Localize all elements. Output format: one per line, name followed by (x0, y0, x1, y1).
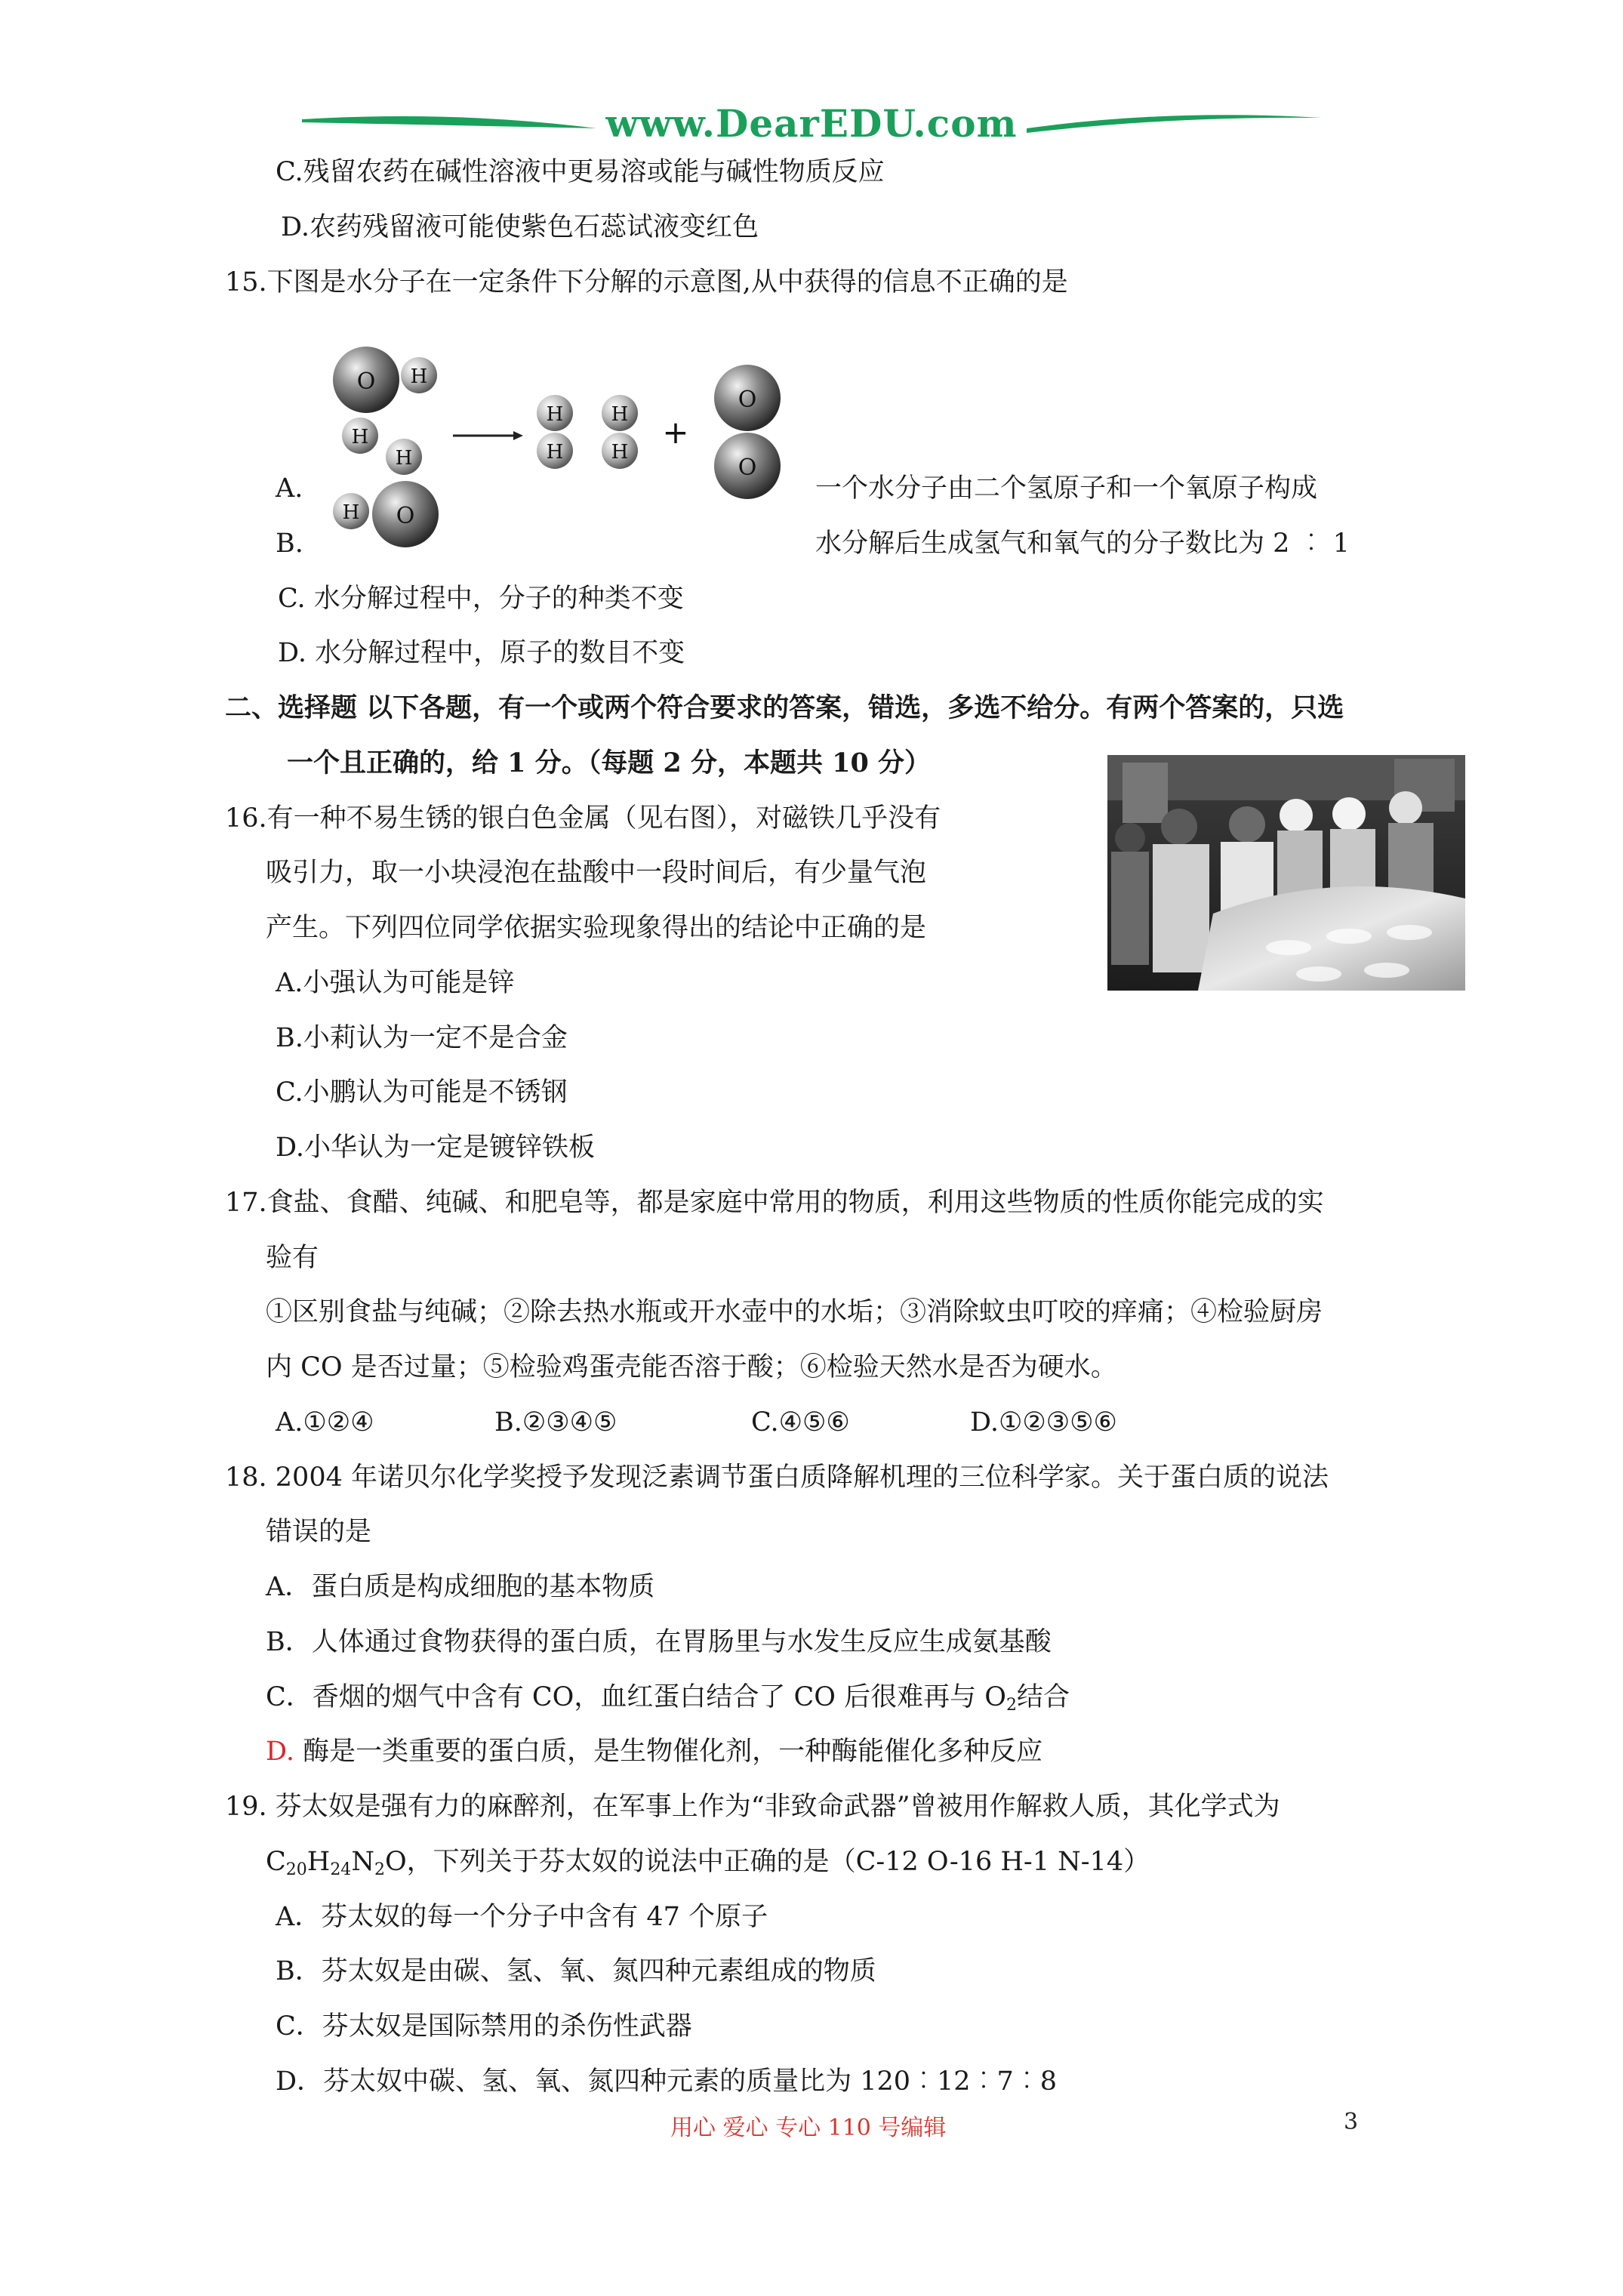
section-2-heading: 二、选择题 以下各题，有一个或两个符合要求的答案，错选，多选不给分。有两个答案的，只选 (225, 692, 1344, 723)
q15-option-a-label: A. (276, 473, 303, 504)
q19-option-b: B．芬太奴是由碳、氢、氧、氮四种元素组成的物质 (276, 1956, 876, 1986)
svg-text:H: H (611, 441, 629, 464)
header-logo (302, 97, 1321, 157)
q19-stem-line2: $C_{20}H_{24}N_2O$，下列关于芬太奴的说法中正确的是（C-12 O-16 H-1 N-14） (266, 1847, 1150, 1879)
q17-stem-line4: 内 CO 是否过量；⑤检验鸡蛋壳能否溶于酸；⑥检验天然水是否为硬水。 (266, 1352, 1117, 1382)
q15-option-d: D. 水分解过程中，原子的数目不变 (278, 638, 685, 668)
q19-option-a: A．芬太奴的每一个分子中含有 47 个原子 (276, 1902, 768, 1932)
q18-stem-line2: 错误的是 (266, 1517, 372, 1547)
q16-stem-line2: 吸引力，取一小块浸泡在盐酸中一段时间后，有少量气泡 (266, 858, 927, 888)
q15-option-a: 一个水分子由二个氢原子和一个氧原子构成 (815, 473, 1318, 504)
q18-stem-line1: 18. 2004 年诺贝尔化学奖授予发现泛素调节蛋白质降解机理的三位科学家。关于蛋白质的说法 (225, 1462, 1329, 1493)
svg-text:H: H (546, 403, 564, 426)
q17-stem-line1: 17.食盐、食醋、纯碱、和肥皂等，都是家庭中常用的物质，利用这些物质的性质你能完成的实 (225, 1188, 1324, 1218)
page-number: 3 (1344, 2109, 1359, 2135)
q17-stem-line3: ①区别食盐与纯碱；②除去热水瓶或开水壶中的水垢；③消除蚊虫叮咬的痒痛；④检验厨房 (266, 1297, 1323, 1327)
q19-option-d: D．芬太奴中碳、氢、氧、氮四种元素的质量比为 120︰12︰7︰8 (276, 2066, 1058, 2097)
q16-stem-line3: 产生。下列四位同学依据实验现象得出的结论中正确的是 (266, 913, 927, 943)
q17-option-c: C.④⑤⑥ (751, 1407, 850, 1438)
metal-sheet-photo (1107, 755, 1465, 991)
q18-option-c: C．香烟的烟气中含有 CO，血红蛋白结合了 CO 后很难再与 $O_2$结合 (266, 1682, 1070, 1715)
water-decomposition-diagram (321, 336, 804, 555)
svg-text:H: H (342, 501, 360, 524)
q15-stem: 15.下图是水分子在一定条件下分解的示意图,从中获得的信息不正确的是 (225, 267, 1068, 297)
arrow-head-icon (513, 431, 523, 440)
svg-text:O: O (356, 368, 376, 395)
svg-text:H: H (546, 441, 564, 464)
q18-option-d-label: D. (266, 1737, 294, 1767)
q19-option-c: C．芬太奴是国际禁用的杀伤性武器 (276, 2011, 692, 2042)
q17-option-d: D.①②③⑤⑥ (970, 1407, 1117, 1438)
svg-text:H: H (611, 403, 629, 426)
q16-option-b: B.小莉认为一定不是合金 (276, 1023, 568, 1053)
q16-option-d: D.小华认为一定是镀锌铁板 (276, 1133, 595, 1163)
q18-option-d: D. 酶是一类重要的蛋白质，是生物催化剂，一种酶能催化多种反应 (266, 1737, 1043, 1767)
site-logo-text: www.DearEDU.com (605, 101, 1018, 146)
q17-option-b: B.②③④⑤ (494, 1407, 617, 1438)
svg-text:O: O (738, 387, 757, 413)
svg-text:O: O (396, 503, 415, 529)
q17-stem-line2: 验有 (266, 1243, 319, 1273)
q14-option-d: D.农药残留液可能使紫色石蕊试液变红色 (281, 212, 759, 242)
plus-sign: + (662, 414, 689, 451)
section-2-heading-cont: 一个且正确的，给 1 分。（每题 2 分，本题共 10 分） (287, 747, 932, 778)
q18-option-b: B．人体通过食物获得的蛋白质，在胃肠里与水发生反应生成氨基酸 (266, 1627, 1052, 1657)
q19-stem-line1: 19. 芬太奴是强有力的麻醉剂，在军事上作为“非致命武器”曾被用作解救人质，其化学式为 (225, 1792, 1280, 1822)
q16-stem-line1: 16.有一种不易生锈的银白色金属（见右图），对磁铁几乎没有 (225, 803, 941, 834)
svg-text:O: O (738, 455, 757, 481)
q15-option-b-label: B. (276, 529, 303, 559)
q15-option-c: C. 水分解过程中，分子的种类不变 (278, 584, 684, 614)
q18-option-a: A．蛋白质是构成细胞的基本物质 (266, 1572, 655, 1602)
svg-text:H: H (410, 365, 428, 388)
svg-text:H: H (395, 447, 413, 470)
q16-option-c: C.小鹏认为可能是不锈钢 (276, 1077, 568, 1108)
q15-option-b: 水分解后生成氢气和氧气的分子数比为 2 ︰ 1 (815, 529, 1350, 559)
q17-option-a: A.①②④ (276, 1407, 374, 1438)
q14-option-c: C.残留农药在碱性溶液中更易溶或能与碱性物质反应 (276, 157, 885, 187)
footer-editor-note: 用心 爱心 专心 110 号编辑 (670, 2115, 947, 2141)
svg-text:H: H (351, 426, 369, 448)
q16-option-a: A.小强认为可能是锌 (276, 968, 515, 998)
